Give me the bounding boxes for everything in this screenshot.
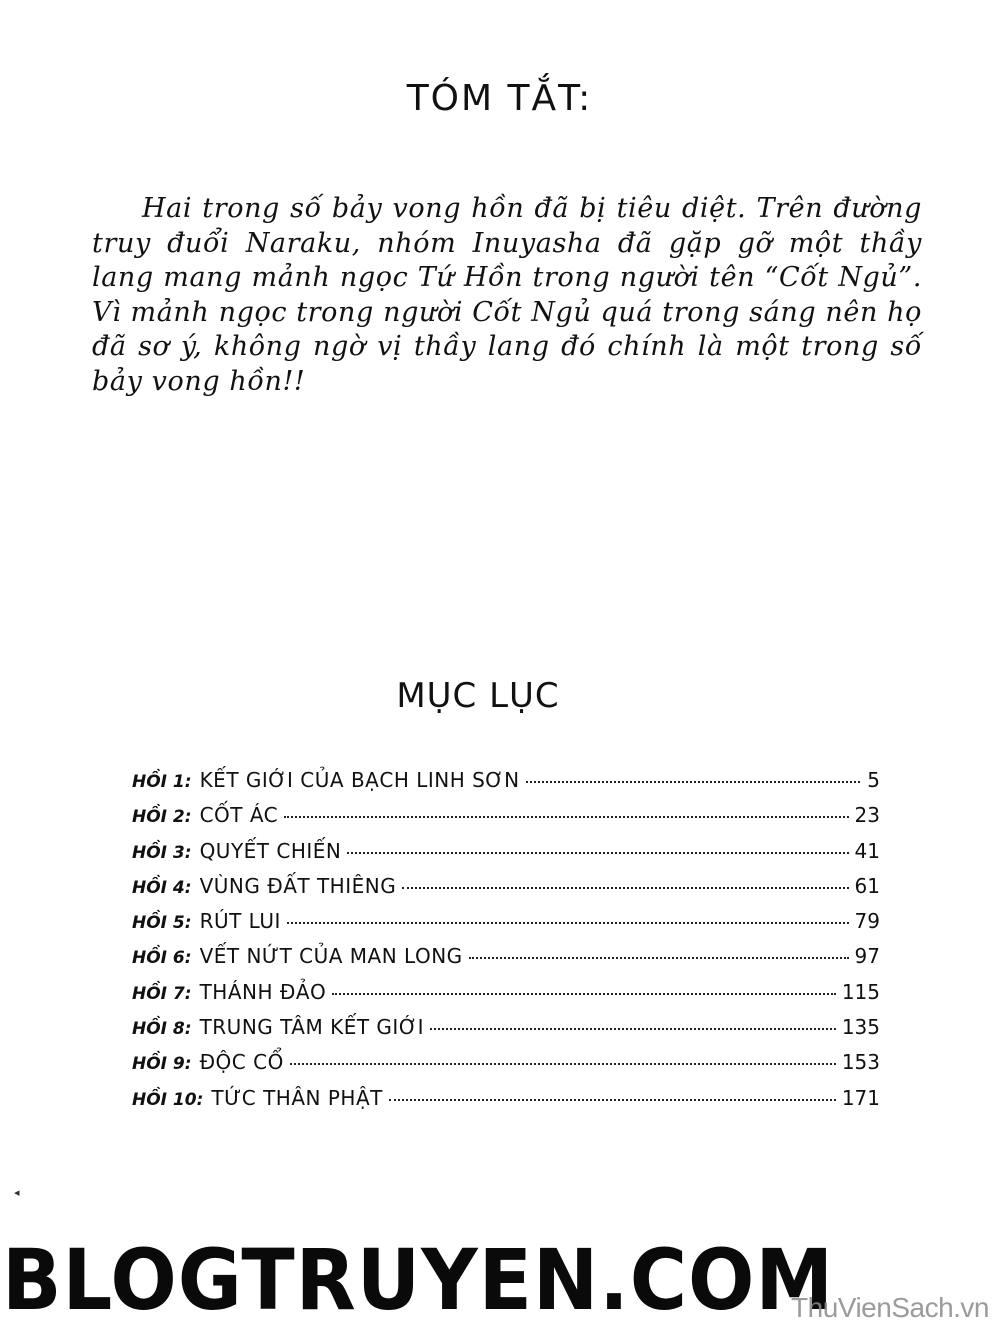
toc-chapter-number: HỒI 2: [132, 807, 192, 828]
toc-chapter-title: KẾT GIỚI CỦA BẠCH LINH SƠN [199, 768, 520, 792]
footer-banner [0, 1232, 999, 1328]
dot-leader [430, 1028, 836, 1030]
watermark-text: ThuVienSach.vn [791, 1292, 989, 1323]
table-of-contents [132, 768, 880, 1121]
dot-leader [284, 816, 848, 818]
toc-chapter-number: HỒI 7: [132, 983, 192, 1004]
toc-entry [132, 944, 880, 979]
toc-chapter-title: QUYẾT CHIẾN [199, 838, 342, 863]
toc-chapter-title: TRUNG TÂM KẾT GIỚI [199, 1015, 424, 1040]
toc-chapter-title: VẾT NỨT CỦA MAN LONG [199, 944, 463, 969]
toc-chapter-number: HỒI 10: [132, 1089, 204, 1110]
dot-leader [469, 957, 849, 959]
dot-leader [332, 993, 836, 995]
summary-title: TÓM TẮT: [406, 78, 593, 119]
dot-leader [389, 1099, 836, 1101]
toc-page-number: 115 [841, 979, 880, 1004]
toc-page-number: 153 [841, 1050, 880, 1075]
toc-page-number: 23 [854, 803, 880, 828]
toc-chapter-title: ĐỘC CỔ [199, 1050, 284, 1075]
dot-leader [526, 781, 860, 783]
toc-page-number: 171 [841, 1085, 880, 1110]
toc-page-number: 97 [854, 944, 880, 969]
toc-chapter-number: HỒI 3: [132, 842, 192, 863]
toc-chapter-number: HỒI 5: [132, 913, 192, 934]
toc-entry [132, 839, 880, 874]
toc-entry [132, 1086, 880, 1121]
toc-page-number: 79 [854, 909, 880, 934]
toc-entry [132, 980, 880, 1015]
toc-page-number: 5 [867, 768, 880, 792]
toc-page-number: 135 [841, 1015, 880, 1040]
toc-entry [132, 803, 880, 838]
toc-chapter-title: TỨC THÂN PHẬT [211, 1085, 383, 1110]
dot-leader [347, 852, 848, 854]
toc-chapter-number: HỒI 6: [132, 948, 192, 969]
toc-chapter-number: HỒI 9: [132, 1054, 192, 1075]
toc-chapter-number: HỒI 8: [132, 1019, 192, 1040]
toc-chapter-number: HỒI 4: [132, 877, 192, 898]
toc-entry [132, 768, 880, 803]
toc-chapter-title: VÙNG ĐẤT THIÊNG [199, 873, 397, 898]
toc-entry [132, 874, 880, 909]
dot-leader [402, 887, 848, 889]
toc-entry [132, 909, 880, 944]
toc-chapter-title: RÚT LUI [199, 909, 281, 934]
toc-chapter-title: CỐT ÁC [199, 803, 279, 828]
dot-leader [287, 922, 849, 924]
toc-title: MỤC LỤC [396, 676, 560, 716]
toc-entry [132, 1050, 880, 1085]
toc-page-number: 61 [854, 873, 880, 898]
dot-leader [290, 1063, 836, 1065]
brand-logo-text: BLOGTRUYEN.COM [2, 1232, 835, 1328]
toc-entry [132, 1015, 880, 1050]
toc-chapter-number: HỒI 1: [132, 772, 192, 792]
toc-page-number: 41 [854, 838, 880, 863]
toc-chapter-title: THÁNH ĐẢO [199, 979, 327, 1004]
summary-paragraph: Hai trong số bảy vong hồn đã bị tiêu diệt. Trên đường truy đuổi Naraku, nhóm Inuyasha đã gặp gỡ một thầy lang mang mảnh ngọc Tứ Hồn trong người tên “Cốt Ngủ”. Vì mảnh ngọc trong người Cốt Ngủ quá trong sáng nên họ đã sơ ý, không ngờ vị thầy lang đó chính là một trong số bảy vong hồn!! [92, 193, 922, 397]
scan-mark: ◂ [14, 1186, 20, 1199]
